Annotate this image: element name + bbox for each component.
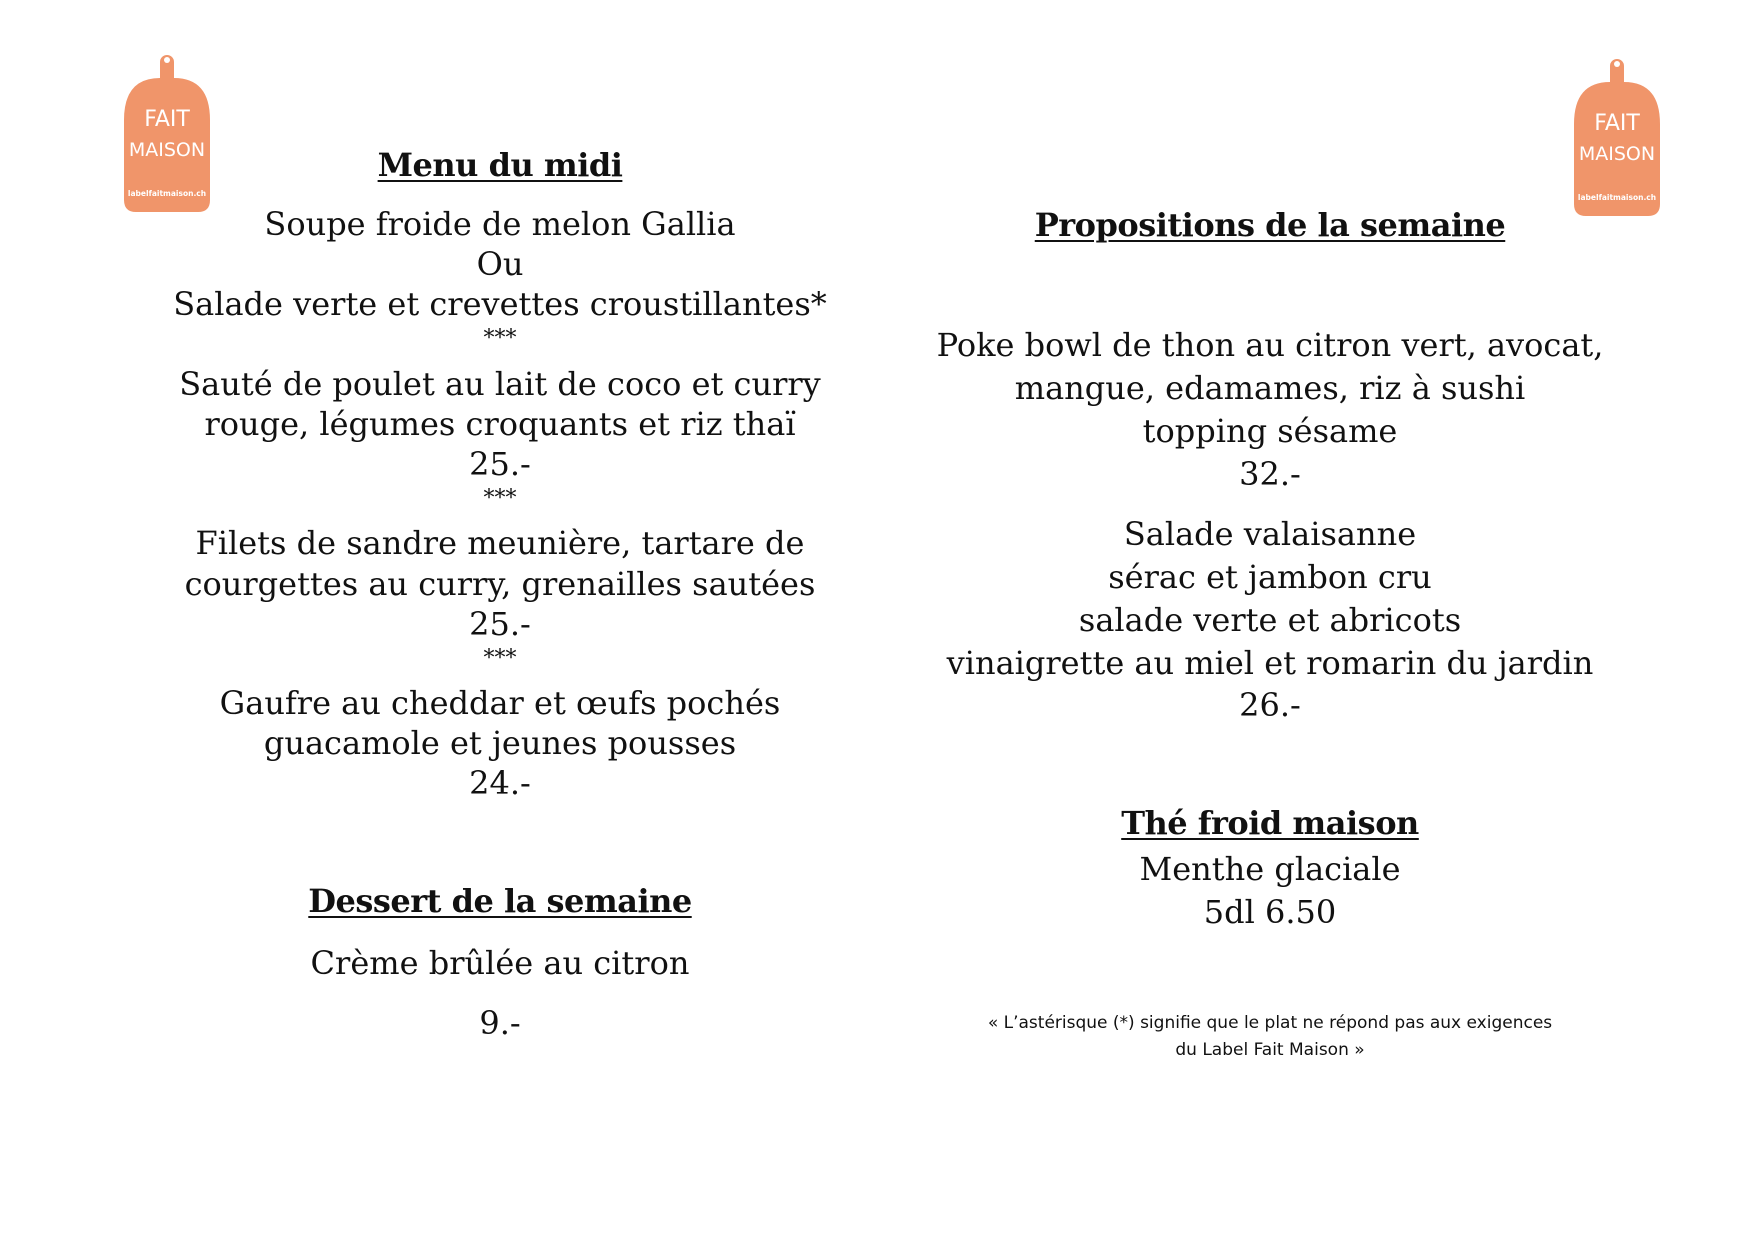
logo-line2: MAISON [1578, 143, 1656, 165]
dish-3-price: 24.- [469, 764, 531, 802]
starter-2: Salade verte et crevettes croustillantes* [173, 285, 827, 323]
logo-url: labelfaitmaison.ch [1577, 193, 1657, 202]
tea-price: 5dl 6.50 [1203, 893, 1337, 931]
dish-3-line-1: Gaufre au cheddar et œufs pochés [219, 684, 781, 722]
separator: *** [483, 326, 517, 351]
proposition-1-line-1: Poke bowl de thon au citron vert, avocat, [936, 326, 1604, 364]
proposition-2-line-4: vinaigrette au miel et romarin du jardin [946, 644, 1594, 682]
logo-line2: MAISON [128, 139, 206, 161]
label-note-line-2: du Label Fait Maison » [1175, 1040, 1365, 1060]
proposition-1-price: 32.- [1239, 455, 1301, 493]
separator: *** [483, 646, 517, 671]
dish-3-line-2: guacamole et jeunes pousses [263, 724, 737, 762]
proposition-2-price: 26.- [1239, 686, 1301, 724]
dish-2-line-2: courgettes au curry, grenailles sautées [184, 565, 816, 603]
tea-name: Menthe glaciale [1139, 850, 1401, 888]
dish-1-line-1: Sauté de poulet au lait de coco et curry [179, 365, 821, 403]
proposition-1-line-3: topping sésame [1142, 412, 1398, 450]
proposition-2-line-3: salade verte et abricots [1078, 601, 1462, 639]
or-label: Ou [476, 245, 524, 283]
proposition-1-line-2: mangue, edamames, riz à sushi [1014, 369, 1526, 407]
label-note-line-1: « L’astérisque (*) signifie que le plat ne répond pas aux exigences [987, 1013, 1553, 1033]
logo-url: labelfaitmaison.ch [127, 189, 207, 198]
fait-maison-logo [1570, 52, 1664, 218]
dish-2-line-1: Filets de sandre meunière, tartare de [195, 524, 805, 562]
propositions-title: Propositions de la semaine [1034, 206, 1506, 244]
dessert-title: Dessert de la semaine [308, 882, 692, 920]
menu-title: Menu du midi [377, 146, 623, 184]
separator: *** [483, 486, 517, 511]
logo-line1: FAIT [144, 107, 190, 132]
proposition-2-line-2: sérac et jambon cru [1108, 558, 1432, 596]
proposition-2-line-1: Salade valaisanne [1123, 515, 1417, 553]
dessert-name: Crème brûlée au citron [310, 944, 690, 982]
tea-title: Thé froid maison [1121, 804, 1419, 842]
dish-2-price: 25.- [469, 605, 531, 643]
starter-1: Soupe froide de melon Gallia [264, 205, 736, 243]
dish-1-price: 25.- [469, 445, 531, 483]
dish-1-line-2: rouge, légumes croquants et riz thaï [204, 405, 796, 443]
dessert-price: 9.- [479, 1004, 521, 1042]
fait-maison-logo [120, 48, 214, 214]
logo-line1: FAIT [1594, 111, 1640, 136]
